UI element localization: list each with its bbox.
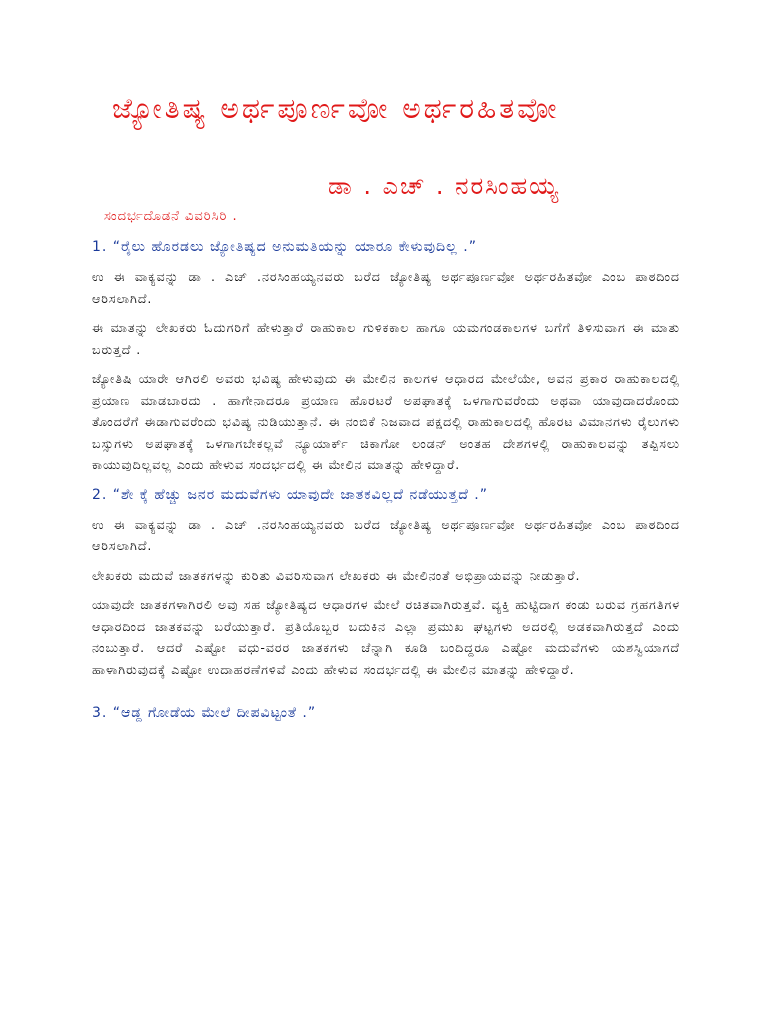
- question-1: 1. “ರೈಲು ಹೊರಡಲು ಜ್ಯೋತಿಷ್ಯದ ಅನುಮತಿಯನ್ನು ಯಾರೂ ಕೇಳುವುದಿಲ್ಲ .”: [92, 239, 477, 255]
- answer-paragraph: ಉ ಈ ವಾಕ್ಯವನ್ನು ಡಾ . ಎಚ್ .ನರಸಿಂಹಯ್ಯನವರು ಬರೆದ ಜ್ಯೋತಿಷ್ಯ ಅರ್ಥಪೂರ್ಣವೋ ಅರ್ಥರಹಿತವೋ ಎಂಬ ಪಾಠದಿಂದ ಆರಿಸಲಾಗಿದೆ.: [92, 269, 680, 306]
- answer-paragraph: ಲೇಖಕರು ಮದುವೆ ಜಾತಕಗಳನ್ನು ಕುರಿತು ವಿವರಿಸುವಾಗ ಲೇಖಕರು ಈ ಮೇಲಿನಂತೆ ಅಭಿಪ್ರಾಯವನ್ನು ನೀಡುತ್ತಾರೆ.: [92, 567, 581, 583]
- answer-paragraph: ಉ ಈ ವಾಕ್ಯವನ್ನು ಡಾ . ಎಚ್ .ನರಸಿಂಹಯ್ಯನವರು ಬರೆದ ಜ್ಯೋತಿಷ್ಯ ಅರ್ಥಪೂರ್ಣವೋ ಅರ್ಥರಹಿತವೋ ಎಂಬ ಪಾಠದಿಂದ ಆರಿಸಲಾಗಿದೆ.: [92, 516, 680, 553]
- document-body: [92, 236, 680, 732]
- document-title: ಜ್ಯೋತಿಷ್ಯ ಅರ್ಥಪೂರ್ಣವೋ ಅರ್ಥರಹಿತವೋ: [112, 92, 560, 125]
- instruction-text: ಸಂದರ್ಭದೊಡನೆ ವಿವರಿಸಿರಿ .: [104, 209, 238, 224]
- question-3: 3. “ಆಡ್ದ ಗೋಡೆಯ ಮೇಲೆ ದೀಪವಿಟ್ಟಂತೆ .”: [92, 705, 317, 721]
- answer-paragraph: ಯಾವುದೇ ಜಾತಕಗಳಾಗಿರಲಿ ಅವು ಸಹ ಜ್ಯೋತಿಷ್ಯದ ಆಧಾರಗಳ ಮೇಲೆ ರಚಿತವಾಗಿರುತ್ತವೆ. ವ್ಯಕ್ತಿ ಹುಟ್ಟಿದಾಗ ಕಂಡು ಬರುವ ಗ್ರಹಗತಿಗಳ ಆಧಾರದಿಂದ ಜಾತಕವನ್ನು ಬರೆಯುತ್ತಾರೆ. ಪ್ರತಿಯೊಬ್ಬರ ಬದುಕಿನ ಎಲ್ಲಾ ಪ್ರಮುಖ ಘಟ್ಟಗಳು ಅದರಲ್ಲಿ ಅಡಕವಾಗಿರುತ್ತದೆ ಎಂದು ನಂಬುತ್ತಾರೆ. ಆದರೆ ಎಷ್ಟೋ ವಧು-ವರರ ಜಾತಕಗಳು ಚೆನ್ನಾಗಿ ಕೂಡಿ ಬಂದಿದ್ದರೂ ಎಷ್ಟೋ ಮದುವೆಗಳು ಯಶಸ್ವಿಯಾಗದೆ ಹಾಳಾಗಿರುವುದಕ್ಕೆ ಎಷ್ಟೋ ಉದಾಹರಣೆಗಳಿವೆ ಎಂದು ಹೇಳುವ ಸಂದರ್ಭದಲ್ಲಿ ಈ ಮೇಲಿನ ಮಾತನ್ನು ಹೇಳಿದ್ದಾರೆ.: [92, 597, 680, 677]
- answer-paragraph: ಈ ಮಾತನ್ನು ಲೇಖಕರು ಓದುಗರಿಗೆ ಹೇಳುತ್ತಾರೆ ರಾಹುಕಾಲ ಗುಳಿಕಕಾಲ ಹಾಗೂ ಯಮಗಂಡಕಾಲಗಳ ಬಗೆಗೆ ತಿಳಿಸುವಾಗ ಈ ಮಾತು ಬರುತ್ತದೆ .: [92, 320, 680, 357]
- question-2: 2. “ಶೇ ಕ್ಕೆ ಹೆಚ್ಚು ಜನರ ಮದುವೆಗಳು ಯಾವುದೇ ಜಾತಕವಿಲ್ಲದೆ ನಡೆಯುತ್ತದೆ .”: [92, 486, 488, 503]
- answer-paragraph: ಜ್ಯೋತಿಷಿ ಯಾರೇ ಆಗಿರಲಿ ಅವರು ಭವಿಷ್ಯ ಹೇಳುವುದು ಈ ಮೇಲಿನ ಕಾಲಗಳ ಆಧಾರದ ಮೇಲೆಯೇ, ಅವನ ಪ್ರಕಾರ ರಾಹುಕಾಲದಲ್ಲಿ ಪ್ರಯಾಣ ಮಾಡಬಾರದು . ಹಾಗೇನಾದರೂ ಪ್ರಯಾಣ ಹೊರಟರೆ ಅಪಘಾತಕ್ಕೆ ಒಳಗಾಗುವರೆಂದು ಅಥವಾ ಯಾವುದಾದರೊಂದು ತೊಂದರೆಗೆ ಈಡಾಗುವರೆಂದು ಭವಿಷ್ಯ ನುಡಿಯುತ್ತಾನೆ. ಈ ನಂಬಿಕೆ ನಿಜವಾದ ಪಕ್ಷದಲ್ಲಿ ರಾಹುಕಾಲದಲ್ಲಿ ಹೊರಟ ವಿಮಾನಗಳು ರೈಲುಗಳು ಬಸ್ಸುಗಳು ಅಪಘಾತಕ್ಕೆ ಒಳಗಾಗಬೇಕಲ್ಲವೆ ನ್ಯೂಯಾರ್ಕ್ ಚಿಕಾಗೋ ಲಂಡನ್ ಅಂತಹ ದೇಶಗಳಲ್ಲಿ ರಾಹುಕಾಲವನ್ನು ತಪ್ಪಿಸಲು ಕಾಯುವುದಿಲ್ಲವಲ್ಲ ಎಂದು ಹೇಳುವ ಸಂದರ್ಭದಲ್ಲಿ ಈ ಮೇಲಿನ ಮಾತನ್ನು ಹೇಳಿದ್ದಾರೆ.: [92, 371, 680, 472]
- author-name: ಡಾ . ಎಚ್ . ನರಸಿಂಹಯ್ಯ: [328, 172, 561, 200]
